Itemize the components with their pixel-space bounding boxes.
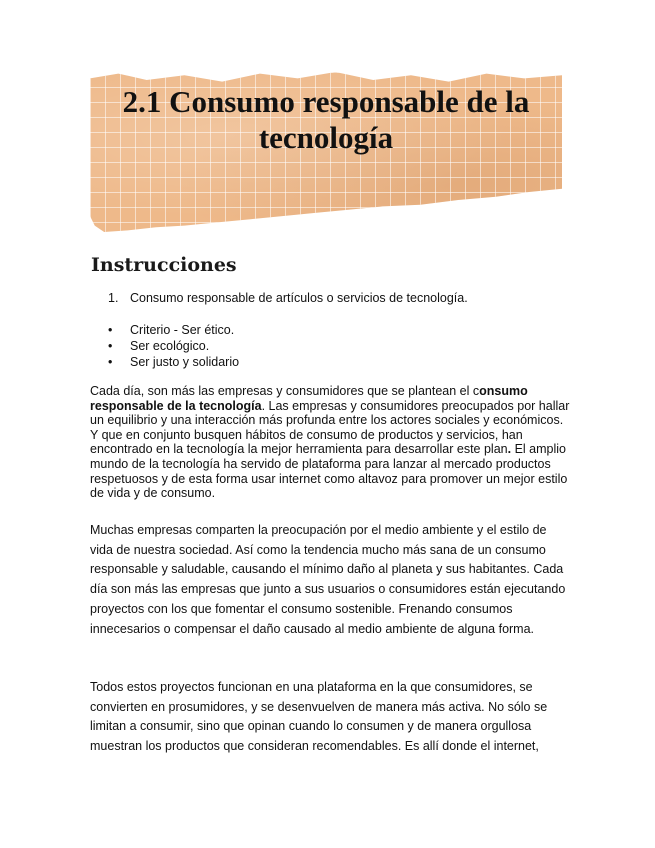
bullet-text: Criterio - Ser ético.	[130, 323, 235, 337]
paragraph-text: El amplio mundo de la tecnología ha servido de plataforma para lanzar al mercado productos respetuosos y de esta forma usar internet como altavoz para promover un mejor estilo de vida y de consumo.	[90, 442, 568, 501]
bullet-list	[108, 322, 239, 370]
bold-phrase: onsumo responsable de la tecnología	[90, 384, 528, 413]
paragraph-projects: Todos estos proyectos funcionan en una plataforma en la que consumidores, se convierten en prosumidores, y se desenvuelven de manera más activa. No sólo se limitan a consumir, sino que opinan cuando lo consumen y de manera orgullosa muestran los productos que consideran recomendables. Es allí donde el internet,	[90, 680, 548, 754]
paragraph-intro	[90, 384, 570, 501]
item-text: Consumo responsable de artículos o servicios de tecnología.	[130, 291, 468, 305]
bullet-item	[108, 354, 239, 370]
numbered-item	[108, 290, 468, 306]
bullet-icon: •	[108, 339, 113, 353]
bullet-text: Ser justo y solidario	[130, 355, 240, 369]
bullet-icon: •	[108, 355, 113, 369]
section-heading: Instrucciones	[91, 254, 237, 276]
item-number: 1.	[108, 291, 119, 305]
paragraph-text: Cada día, son más las empresas y consumidores que se plantean el c	[90, 384, 480, 398]
bullet-item	[108, 322, 239, 338]
paragraph-text: . Las empresas y consumidores preocupados por hallar un equilibrio y una interacción más profunda entre los actores sociales y económicos. Y que en conjunto busquen hábitos de consumo de productos y servicios, han encontrado en la tecnología la mejor herramienta para desarrollar este plan	[90, 398, 570, 457]
paragraph-companies: Muchas empresas comparten la preocupación por el medio ambiente y el estilo de vida de nuestra sociedad. Así como la tendencia mucho más sana de un consumo responsable y saludable, causando el mínimo daño al planeta y sus habitantes. Cada día son más las empresas que junto a sus usuarios o consumidores están ejecutando proyectos con los que fomentar el consumo sostenible. Frenando consumos innecesarios o compensar el daño causado al medio ambiente de alguna forma.	[90, 523, 566, 636]
bold-period: .	[507, 442, 512, 457]
bullet-icon: •	[108, 323, 113, 337]
title-banner	[90, 72, 562, 232]
bullet-text: Ser ecológico.	[130, 339, 210, 353]
page-title: 2.1 Consumo responsable de la tecnología	[122, 84, 530, 155]
bullet-item	[108, 338, 239, 354]
numbered-list	[108, 290, 468, 306]
